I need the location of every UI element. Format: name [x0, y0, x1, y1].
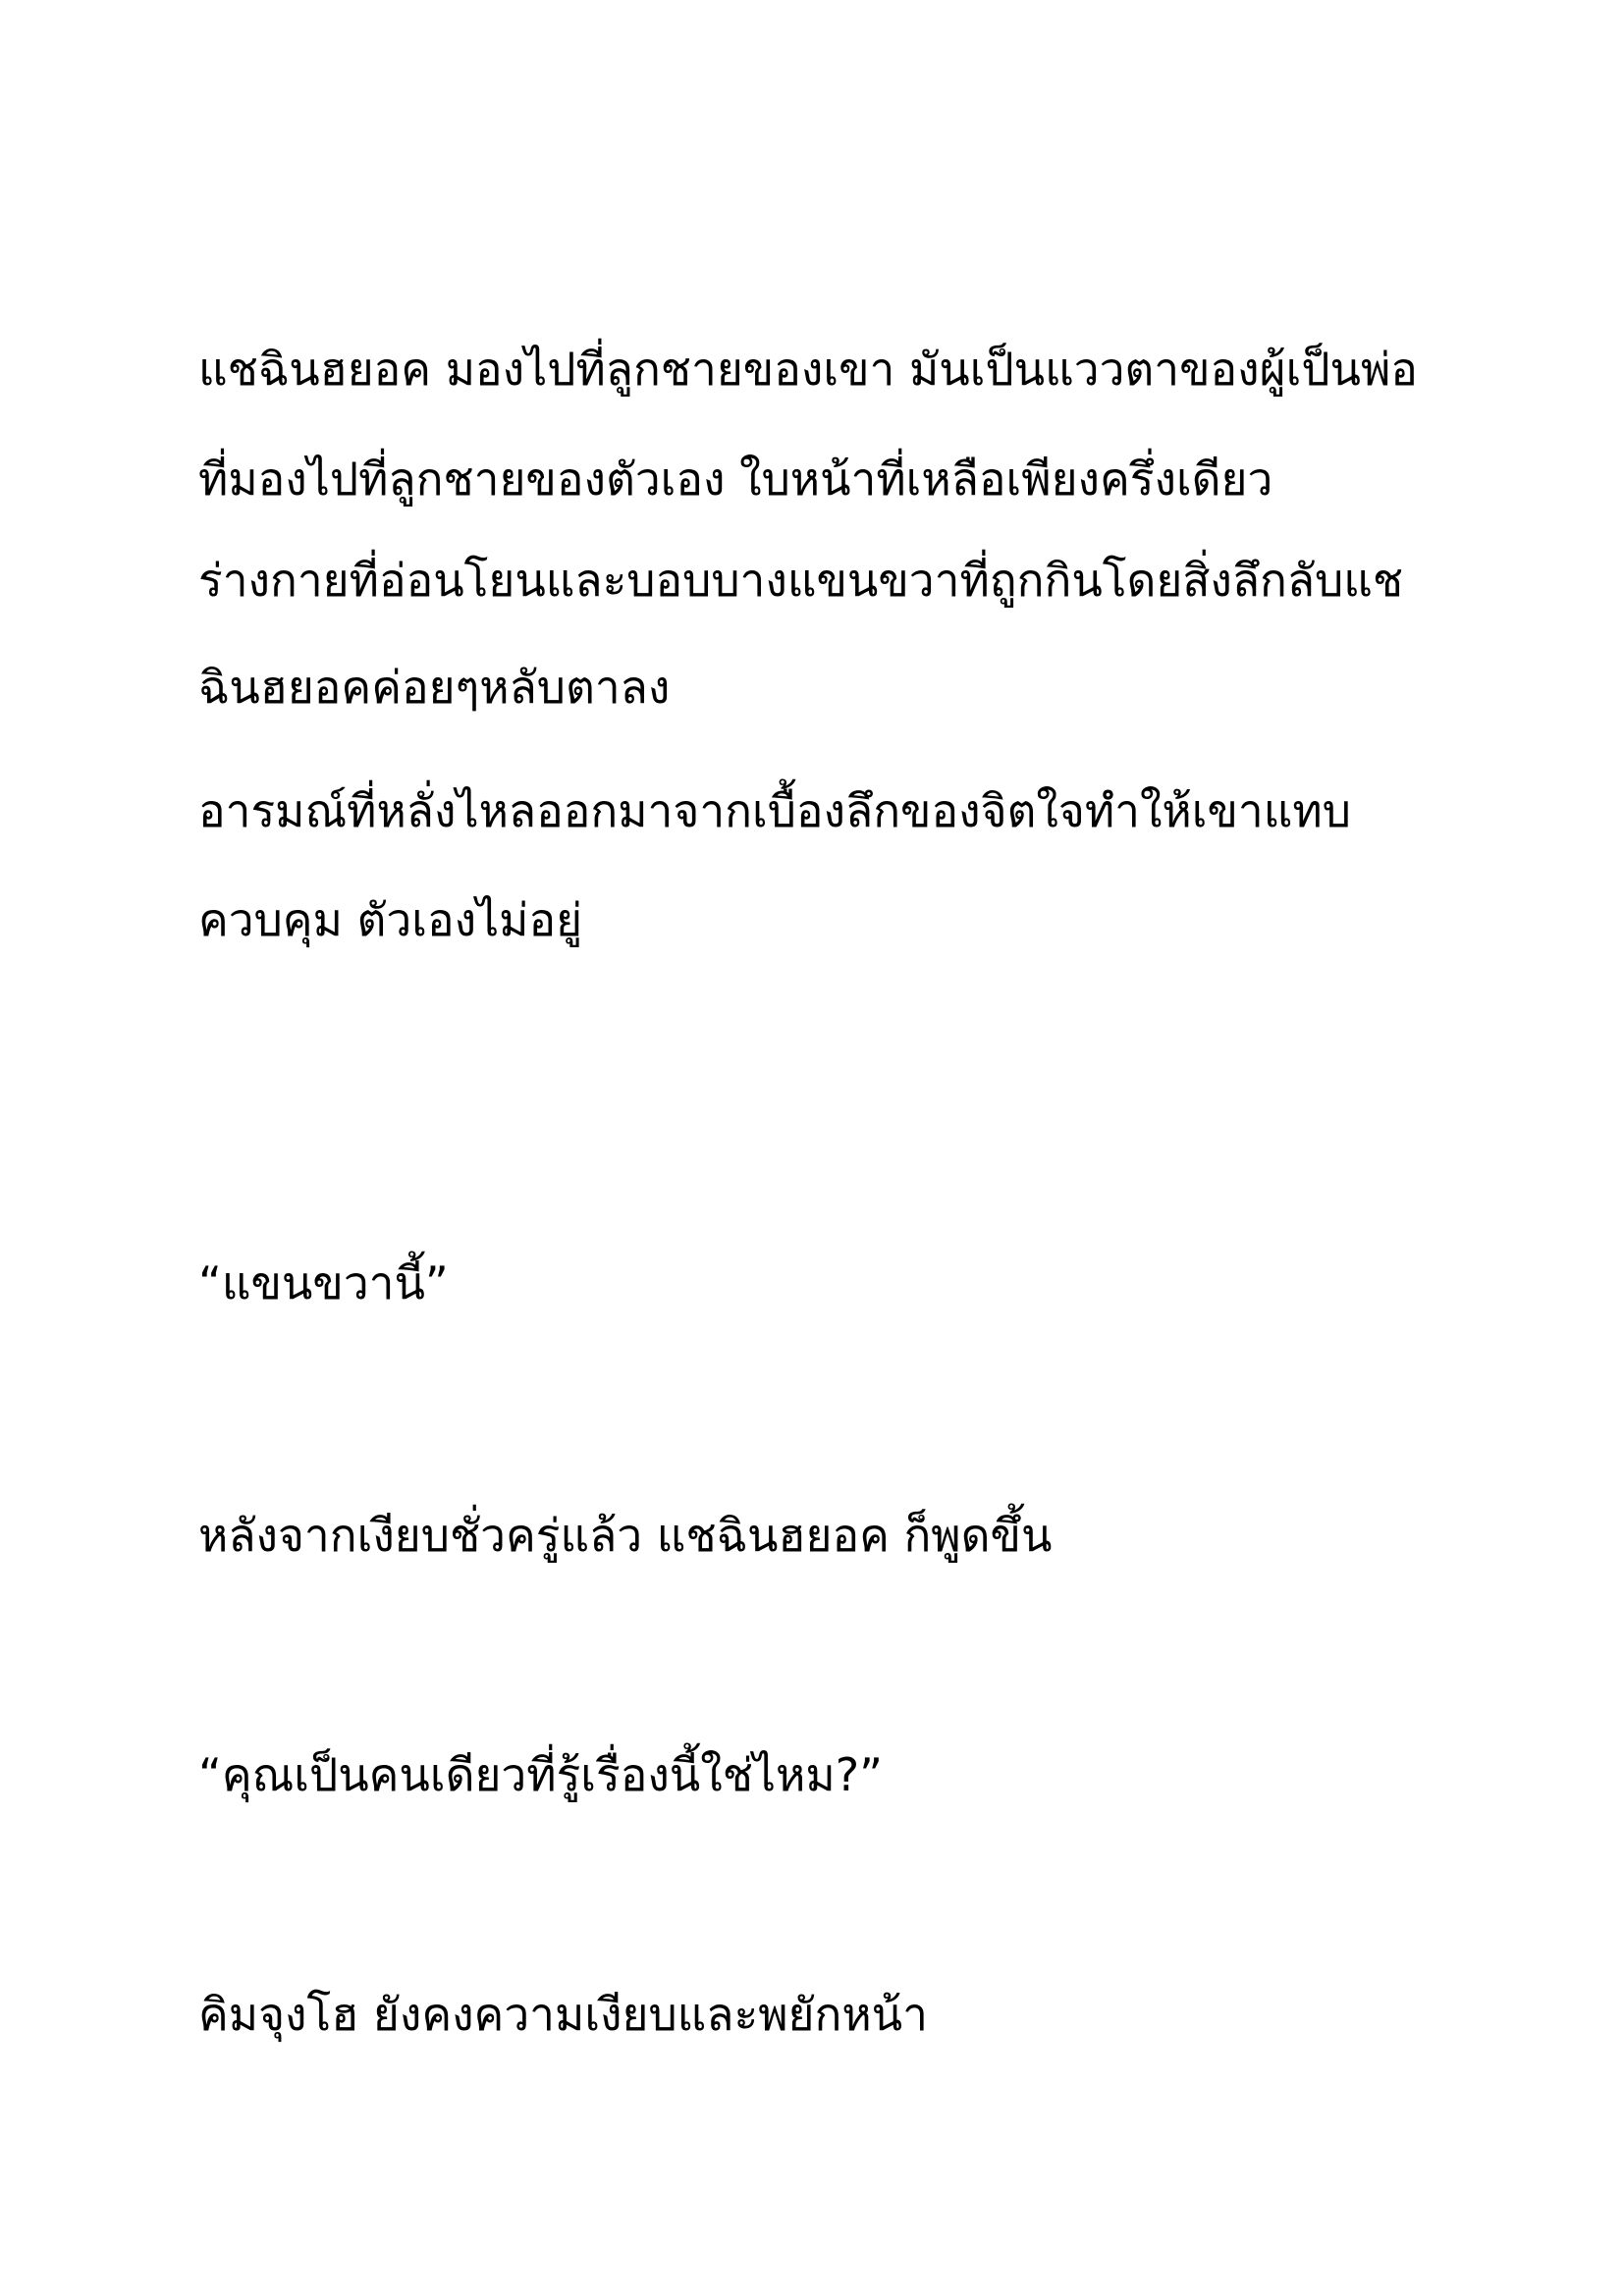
paragraph-1-line-2: ที่มองไปที่ลูกชายของตัวเอง ใบหน้าที่เหลือเพียงครึ่งเดียว: [198, 453, 1273, 506]
paragraph-1-line-4: ฉินฮยอคค่อยๆหลับตาลง: [198, 661, 671, 714]
dialogue-question: “คุณเป็นคนเดียวที่รู้เรื่องนี้ใช่ไหม?”: [198, 1748, 883, 1801]
dialogue-right-arm: “แขนขวานี้”: [198, 1256, 449, 1309]
paragraph-2-line-2: ควบคุม ตัวเองไม่อยู่: [198, 893, 583, 946]
paragraph-1-line-1: แชฉินฮยอค มองไปที่ลูกชายของเขา มันเป็นแววตาของผู้เป็นพ่อ: [198, 343, 1418, 396]
paragraph-2-line-1: อารมณ์ที่หลั่งไหลออกมาจากเบื้องลึกของจิตใจทำให้เขาแทบ: [198, 784, 1351, 837]
paragraph-1-line-3: ร่างกายที่อ่อนโยนและบอบบางแขนขวาที่ถูกกินโดยสิ่งลึกลับแช: [198, 554, 1404, 607]
paragraph-3: หลังจากเงียบชั่วครู่แล้ว แชฉินฮยอค ก็พูดขึ้น: [198, 1509, 1053, 1562]
paragraph-4: คิมจุงโฮ ยังคงความเงียบและพยักหน้า: [198, 1988, 928, 2041]
